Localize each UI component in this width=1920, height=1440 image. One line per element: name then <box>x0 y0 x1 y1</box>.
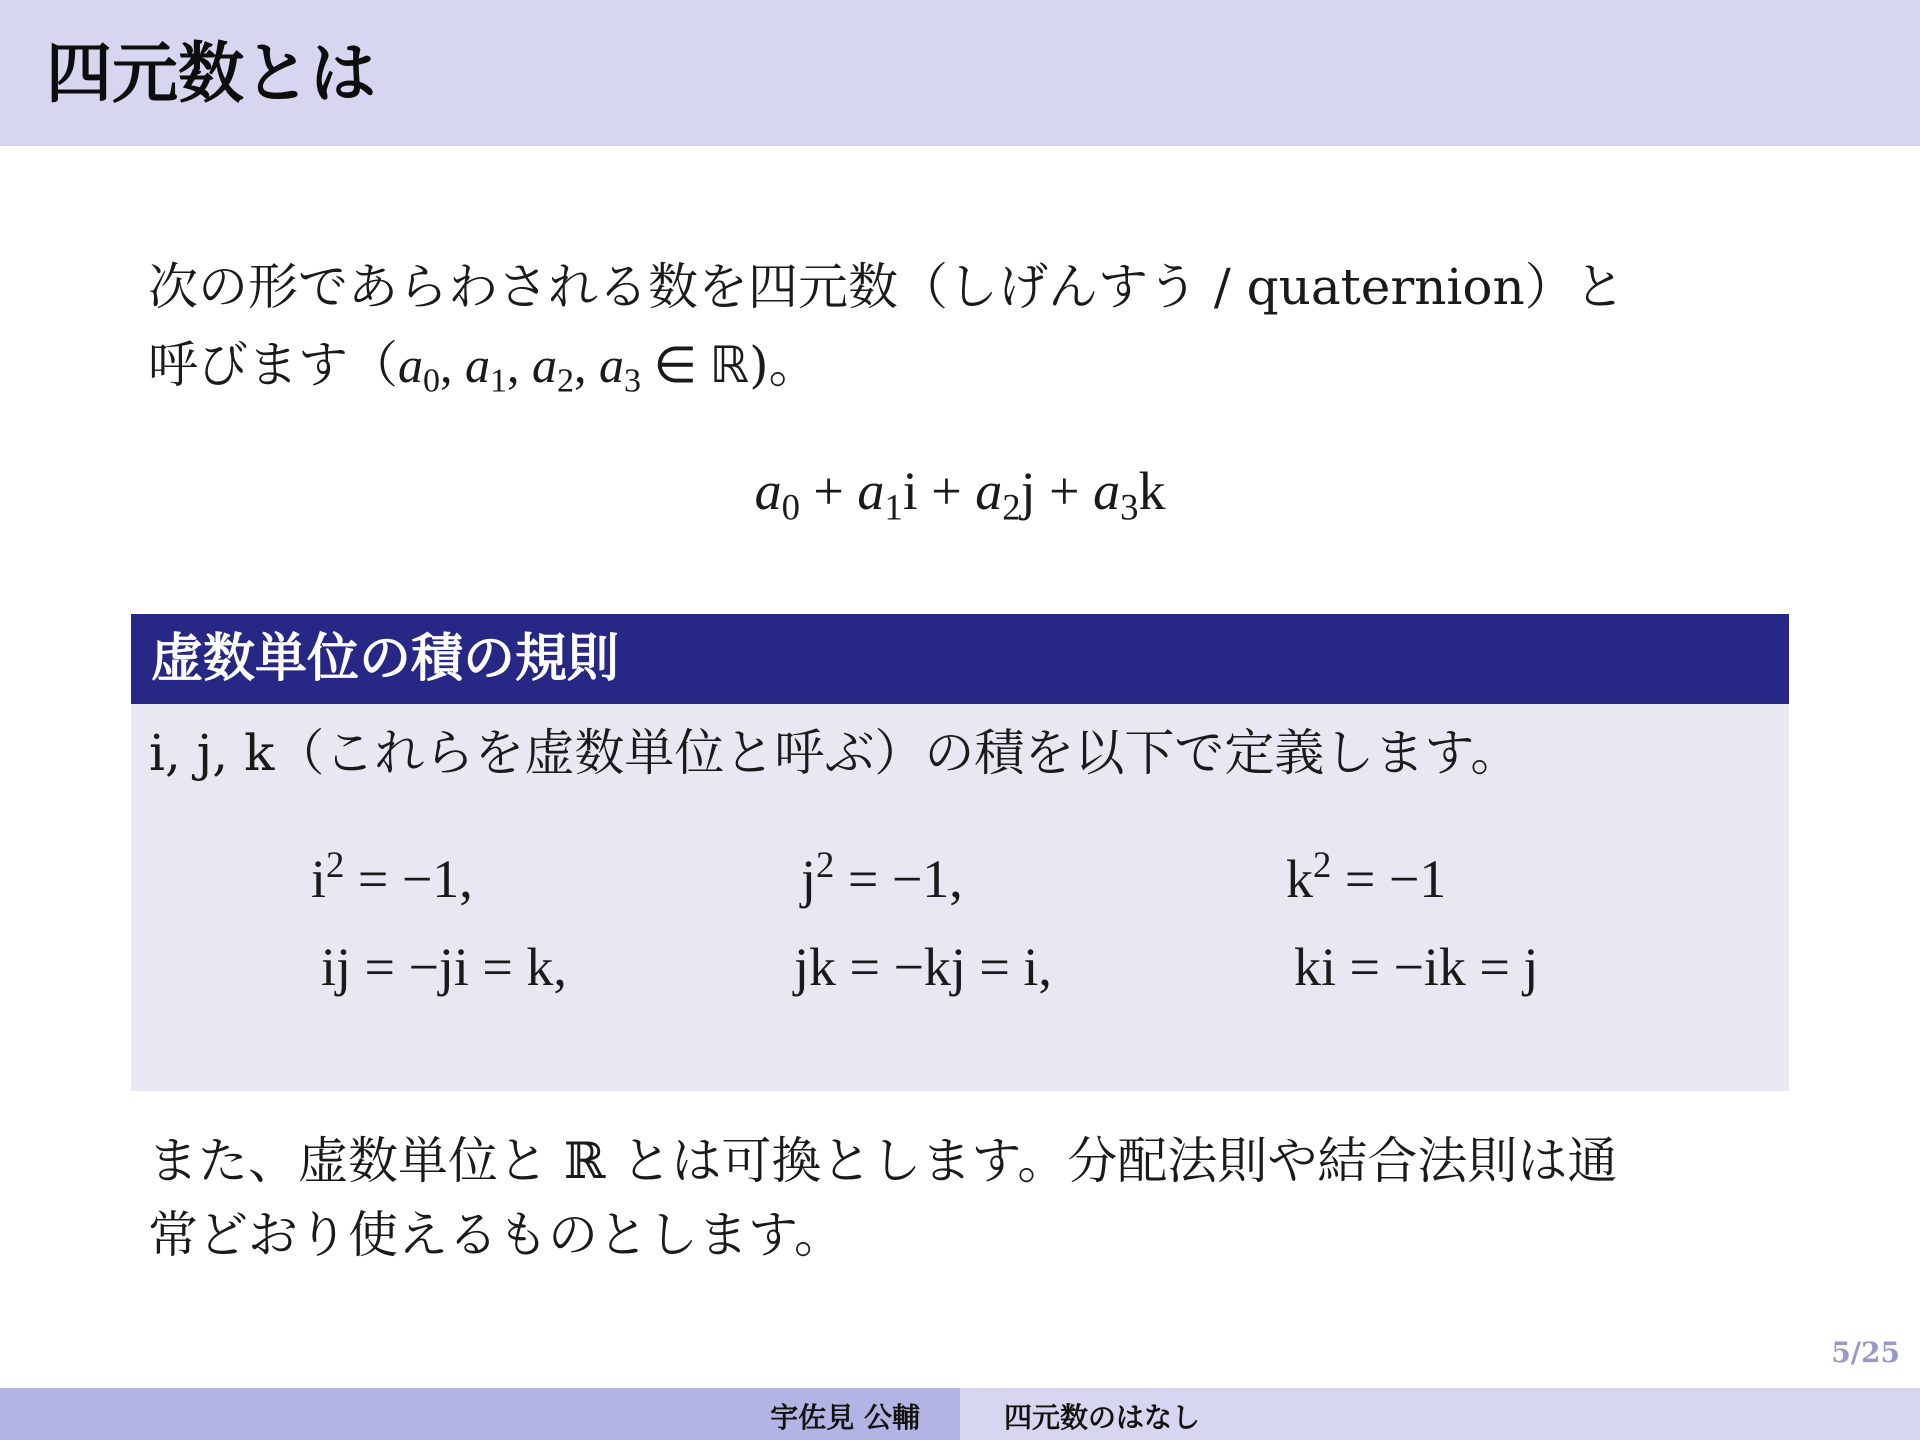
rule-k-squared: $k^2 = -1$ <box>1286 843 1447 909</box>
closing-line-2: 常どおり使えるものとします。 <box>148 1206 844 1264</box>
closing-paragraph <box>148 1124 1617 1272</box>
page-number: 5/25 <box>1831 1336 1900 1369</box>
multiplication-rules <box>131 844 1789 1020</box>
slide-footer <box>0 1388 1920 1440</box>
footer-author: 宇佐見 公輔 <box>770 1401 920 1434</box>
intro-line-2 <box>148 326 1788 404</box>
rule-ki: ki = −ik = j <box>1294 937 1539 997</box>
rule-ij: ij = −ji = k, <box>321 937 567 997</box>
intro-paragraph <box>148 248 1788 404</box>
rule-i-squared: $i^2 = -1$, <box>311 843 473 909</box>
real-membership: ∈ ℝ <box>641 337 750 393</box>
intro-line-2-suffix: )。 <box>749 336 819 394</box>
squares-row <box>131 844 1789 932</box>
closing-line-1: また、虚数単位と ℝ とは可換とします。分配法則や結合法則は通 <box>148 1132 1618 1190</box>
definition-block <box>131 614 1789 1091</box>
rule-jk: jk = −kj = i, <box>794 937 1052 997</box>
slide-title: 四元数とは <box>46 35 376 112</box>
coefficient-a3: $a_3$ <box>599 337 641 400</box>
coefficient-list: $a_0$, $a_1$, $a_2$, $a_3$ ∈ ℝ <box>398 337 750 400</box>
term-a0: $a_0$ <box>754 461 800 528</box>
footer-title-panel <box>960 1388 1920 1440</box>
coefficient-a2: $a_2$ <box>532 337 574 400</box>
coefficient-a0: $a_0$ <box>398 337 440 400</box>
intro-line-2-prefix: 呼びます（ <box>148 336 398 394</box>
definition-block-title: 虚数単位の積の規則 <box>151 629 620 689</box>
definition-block-header <box>131 614 1789 704</box>
rule-j-squared: $j^2 = -1$, <box>801 843 963 909</box>
term-a1: $a_1$ <box>857 461 903 528</box>
slide-header <box>0 0 1920 146</box>
term-a3: $a_3$ <box>1093 461 1139 528</box>
intro-line-1: 次の形であらわされる数を四元数（しげんすう / quaternion）と <box>148 258 1625 316</box>
footer-talk-title: 四元数のはなし <box>1004 1401 1201 1434</box>
unit-k: k <box>1138 461 1166 521</box>
products-row <box>131 932 1789 1020</box>
quaternion-formula: $a_0 + a_1i + a_2j + a_3k$ <box>754 461 1166 528</box>
footer-author-panel <box>0 1388 960 1440</box>
term-a2: $a_2$ <box>975 461 1021 528</box>
unit-i: i <box>902 461 918 521</box>
unit-j: j <box>1020 461 1036 521</box>
coefficient-a1: $a_1$ <box>465 337 507 400</box>
definition-text: i, j, k（これらを虚数単位と呼ぶ）の積を以下で定義します。 <box>149 724 1521 782</box>
